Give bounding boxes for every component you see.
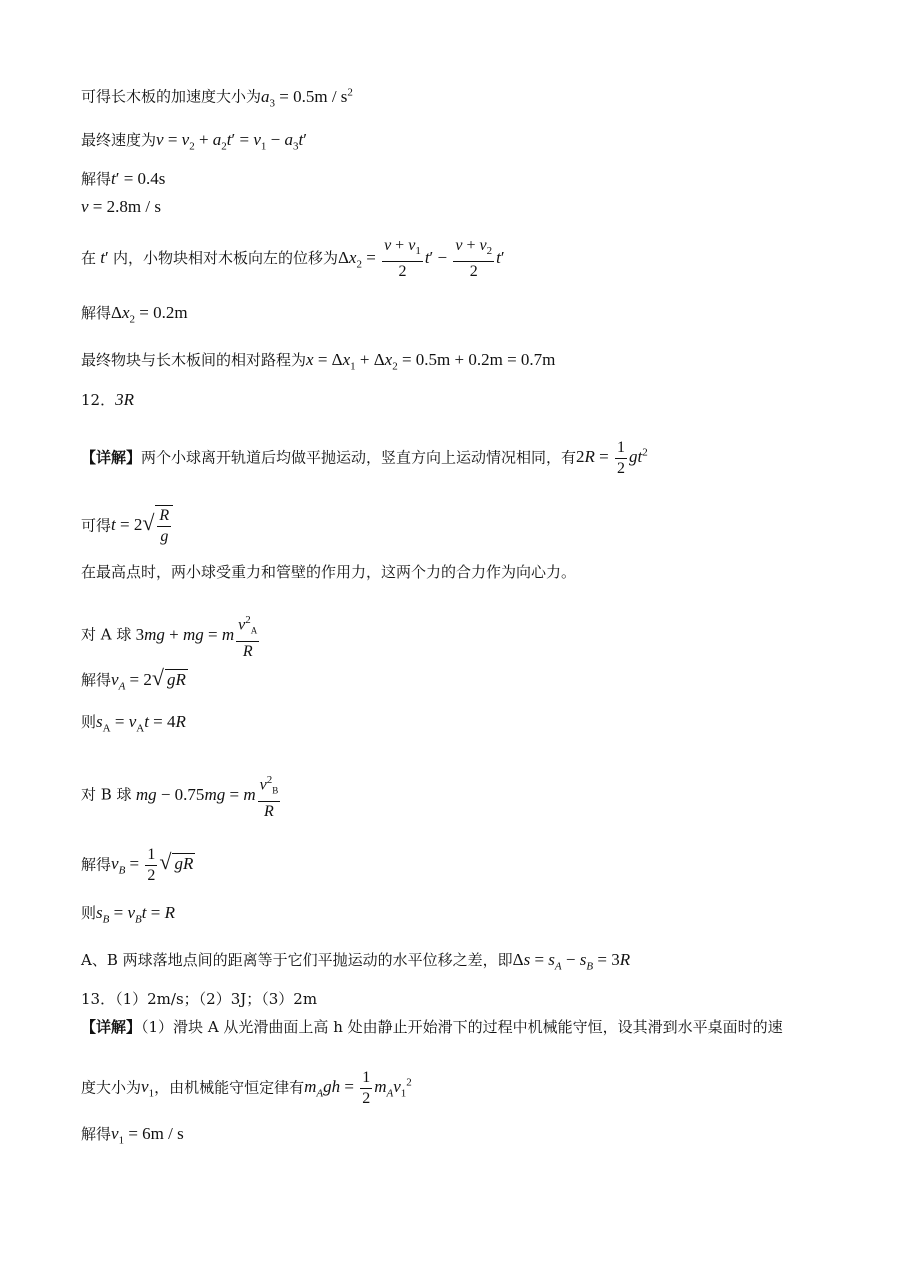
equation: $s_B = v_Bt = R$: [96, 903, 175, 926]
text-line: [81, 1068, 412, 1109]
text-line: [81, 903, 175, 929]
text: 解得: [81, 170, 112, 188]
equation: t′: [100, 248, 113, 267]
equation: $v_1$: [141, 1077, 155, 1100]
text: A、B 两球落地点间的距离等于它们平抛运动的水平位移之差，即: [81, 951, 513, 969]
text: 则: [81, 904, 97, 922]
answer: （1）2m/s；（2）3J；（3）2m: [115, 990, 318, 1008]
text: 两个小球离开轨道后均做平抛运动，竖直方向上运动情况相同，有: [141, 448, 577, 467]
detail-tag: 【详解】: [81, 448, 142, 467]
text: （1）滑块 A 从光滑曲面上高 h 处由静止开始滑下的过程中机械能守恒，设其滑到水平桌面时的速: [141, 1018, 783, 1036]
text-line: [81, 845, 195, 886]
equation: $\Delta s = s_A - s_B = 3R$: [512, 950, 631, 973]
text-line: [81, 665, 188, 696]
text-line: [81, 610, 261, 662]
equation: t′ = 0.4s: [111, 169, 166, 188]
text-line: [81, 130, 307, 156]
text-line: [81, 236, 505, 282]
equation: $m_Agh$ = $\frac{1}{2}$ $m_Av_1^2$: [304, 1069, 412, 1107]
question-13-answer: [81, 989, 317, 1009]
equation: $x = \Delta x_1 + \Delta x_2 = 0.5m + 0.2m = 0.7m$: [306, 350, 556, 373]
text-line: [81, 438, 648, 479]
equation: 2R = $\frac{1}{2}$ $gt^2$: [576, 439, 648, 477]
text: 最终物块与长木板间的相对路程为: [81, 351, 307, 369]
text: 则: [81, 713, 97, 731]
equation: v = 2.8m / s: [81, 197, 161, 216]
text: 解得: [81, 304, 112, 322]
text-line: [81, 1124, 184, 1150]
answer: 3R: [115, 390, 134, 409]
text: 解得: [81, 1125, 112, 1143]
equation: 3mg + mg = m $\frac{v^2_A}{R}$: [131, 625, 261, 644]
text-line: [81, 712, 186, 738]
text: 最终速度为: [81, 131, 157, 149]
text-line: [81, 950, 630, 976]
equation: $\Delta x_2$ = $\frac{v + v_1}{2}$ t′ − $\frac{v + v_2}{2}$ t′: [337, 237, 505, 281]
text: 可得长木板的加速度大小为: [81, 87, 262, 106]
text-line: [81, 350, 555, 376]
question-12-answer: [81, 390, 134, 410]
text-line: [81, 505, 173, 547]
text: 在最高点时，两小球受重力和管壁的作用力，这两个力的合力作为向心力。: [81, 563, 577, 581]
equation: $v_1 = 6m / s$: [111, 1124, 184, 1147]
text: 对 B 球: [81, 785, 132, 804]
text: ，由机械能守恒定律有: [154, 1078, 305, 1097]
text: 对 A 球: [81, 625, 132, 644]
question-number: 13．: [81, 990, 116, 1008]
text: 内，小物块相对木板向左的位移为: [112, 249, 338, 267]
equation: $\Delta x_2 = 0.2m$: [111, 303, 188, 326]
text: 解得: [81, 855, 112, 874]
text-line: [81, 197, 161, 217]
text-line: [81, 82, 353, 113]
text: 度大小为: [81, 1078, 142, 1097]
text-line: [81, 1017, 783, 1037]
question-number: 12．: [81, 391, 116, 409]
equation: $v = v_2 + a_2t' = v_1 - a_3t'$: [156, 130, 307, 153]
equation: $v_B$ = $\frac{1}{2}$ √ gR: [111, 846, 194, 884]
equation: mg − 0.75mg = m $\frac{v^2_B}{R}$: [132, 785, 283, 804]
text-line: [81, 169, 165, 189]
text-line: [81, 303, 188, 329]
text: 在: [81, 249, 97, 267]
equation: $v_A = 2√$ gR: [111, 665, 186, 693]
equation: t = 2√ $\frac{R}{g}$: [111, 515, 173, 534]
text: 解得: [81, 671, 112, 689]
text-line: [81, 562, 576, 582]
text-line: [81, 770, 282, 822]
text: 可得: [81, 516, 112, 535]
equation: $a_3 = 0.5m / s^2$: [261, 86, 353, 110]
detail-tag: 【详解】: [81, 1018, 142, 1036]
equation: $s_A = v_At = 4R$: [96, 712, 186, 735]
